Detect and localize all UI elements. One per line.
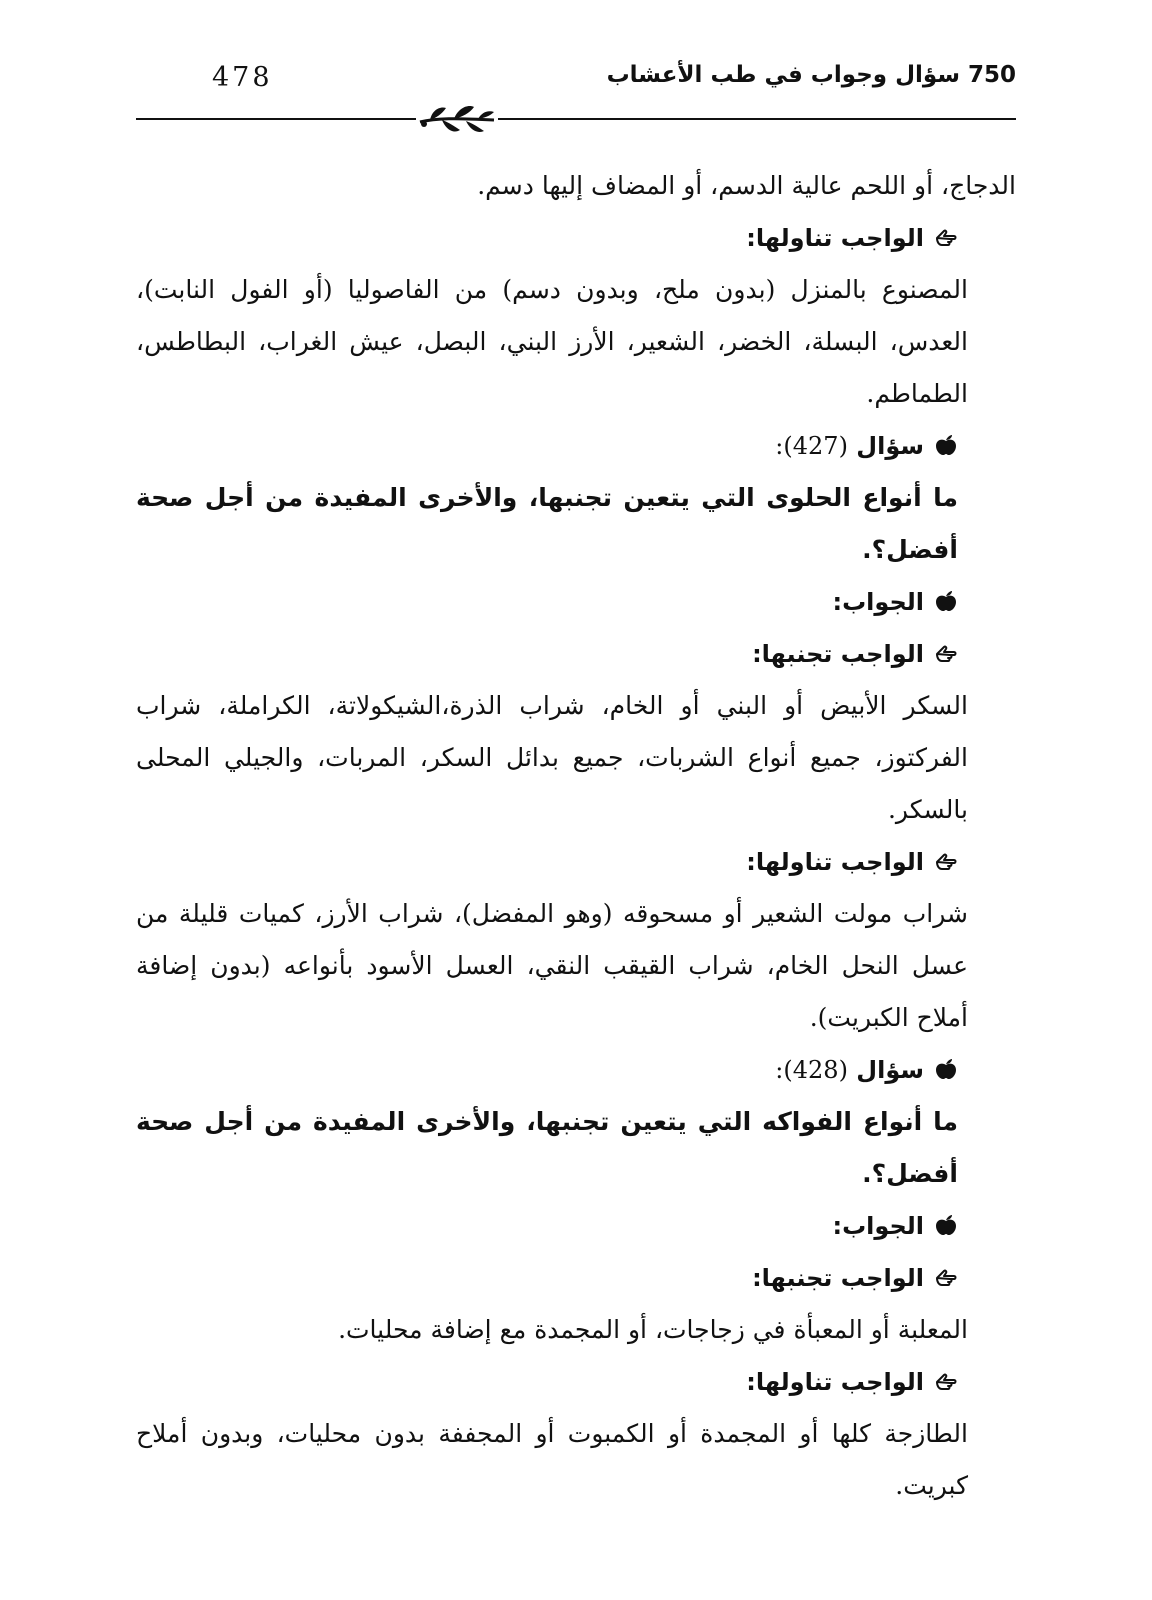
paragraph: الطازجة كلها أو المجمدة أو الكمبوت أو المجففة بدون محليات، وبدون أملاح كبريت. xyxy=(136,1419,968,1500)
apple-icon xyxy=(934,434,958,456)
pointing-hand-icon xyxy=(934,226,958,248)
section-heading xyxy=(136,1252,1016,1304)
paragraph: الدجاج، أو اللحم عالية الدسم، أو المضاف إليها دسم. xyxy=(477,171,1016,200)
question-label: سؤال xyxy=(856,1056,924,1084)
paragraph: شراب مولت الشعير أو مسحوقه (وهو المفضل)، شراب الأرز، كميات قليلة من عسل النحل الخام، شراب القيقب النقي، العسل الأسود بأنواعه (بدون إضافة أملاح الكبريت). xyxy=(136,899,968,1032)
running-title: 750 سؤال وجواب في طب الأعشاب xyxy=(606,62,1016,88)
answer-label: الجواب: xyxy=(832,1212,924,1240)
question-number: (428): xyxy=(775,1056,848,1084)
pointing-hand-icon xyxy=(934,1266,958,1288)
pointing-hand-icon xyxy=(934,642,958,664)
page-number: 478 xyxy=(212,62,273,93)
page-body xyxy=(136,160,1016,1512)
section-heading-label: الواجب تناولها: xyxy=(746,848,924,876)
apple-icon xyxy=(934,1214,958,1236)
apple-icon xyxy=(934,1058,958,1080)
question-heading xyxy=(136,1044,1016,1096)
section-heading-label: الواجب تناولها: xyxy=(746,224,924,252)
question-number: (427): xyxy=(775,432,848,460)
paragraph: المعلبة أو المعبأة في زجاجات، أو المجمدة مع إضافة محليات. xyxy=(338,1315,968,1344)
answer-heading xyxy=(136,1200,1016,1252)
section-heading-label: الواجب تناولها: xyxy=(746,1368,924,1396)
header-rule xyxy=(136,118,1016,120)
answer-heading xyxy=(136,576,1016,628)
apple-icon xyxy=(934,590,958,612)
section-heading xyxy=(136,1356,1016,1408)
answer-label: الجواب: xyxy=(832,588,924,616)
paragraph: السكر الأبيض أو البني أو الخام، شراب الذرة،الشيكولاتة، الكراملة، شراب الفركتوز، جميع أنواع الشربات، جميع بدائل السكر، المربات، والجيلي المحلى بالسكر. xyxy=(136,691,968,824)
pointing-hand-icon xyxy=(934,850,958,872)
question-heading xyxy=(136,420,1016,472)
question-text: ما أنواع الفواكه التي يتعين تجنبها، والأخرى المفيدة من أجل صحة أفضل؟. xyxy=(136,1107,958,1188)
section-heading xyxy=(136,628,1016,680)
leaf-branch-ornament-icon xyxy=(416,100,498,140)
section-heading xyxy=(136,836,1016,888)
question-text: ما أنواع الحلوى التي يتعين تجنبها، والأخرى المفيدة من أجل صحة أفضل؟. xyxy=(136,483,958,564)
section-heading-label: الواجب تجنبها: xyxy=(752,640,924,668)
question-label: سؤال xyxy=(856,432,924,460)
section-heading xyxy=(136,212,1016,264)
section-heading-label: الواجب تجنبها: xyxy=(752,1264,924,1292)
pointing-hand-icon xyxy=(934,1370,958,1392)
paragraph: المصنوع بالمنزل (بدون ملح، وبدون دسم) من الفاصوليا (أو الفول النابت)، العدس، البسلة، الخضر، الشعير، الأرز البني، البصل، عيش الغراب، البطاطس، الطماطم. xyxy=(136,275,968,408)
